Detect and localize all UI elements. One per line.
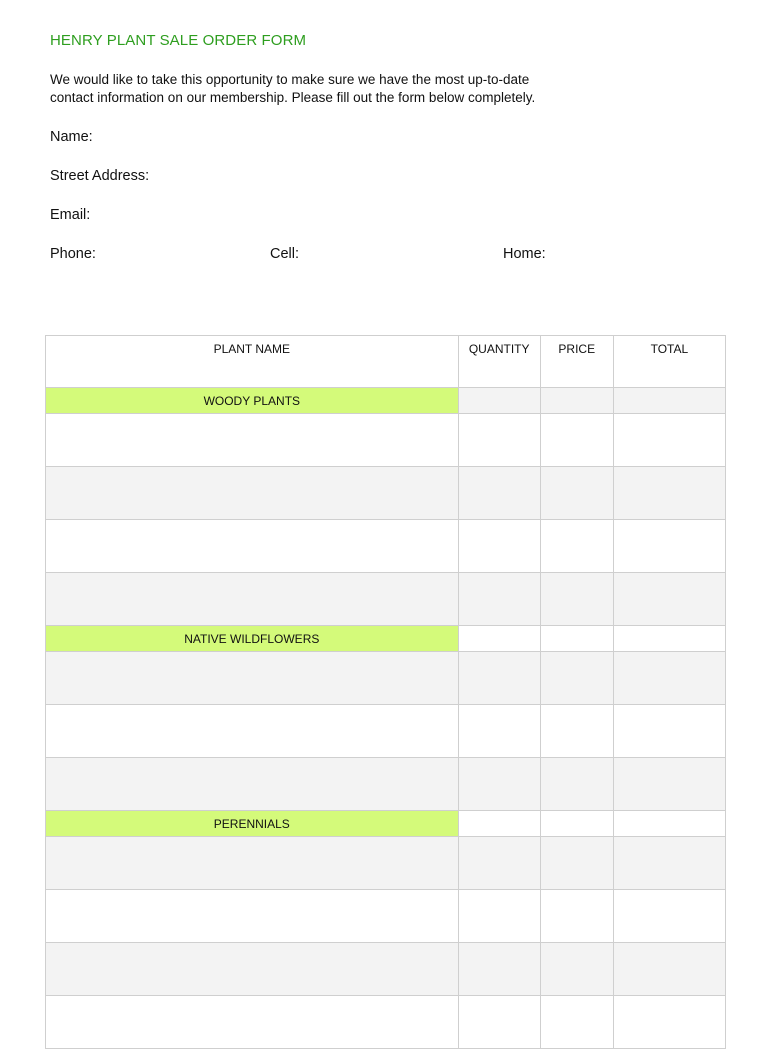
total-cell[interactable] [613,837,725,890]
table-row [46,467,726,520]
quantity-cell[interactable] [458,652,540,705]
section-label-woody-plants: WOODY PLANTS [46,388,459,414]
total-cell[interactable] [613,943,725,996]
total-cell[interactable] [613,414,725,467]
section-label-perennials: PERENNIALS [46,811,459,837]
quantity-header: QUANTITY [458,336,540,388]
price-header: PRICE [540,336,613,388]
price-cell[interactable] [540,388,613,414]
quantity-cell[interactable] [458,573,540,626]
price-cell[interactable] [540,837,613,890]
plant-name-cell[interactable] [46,890,459,943]
total-cell[interactable] [613,996,725,1049]
price-cell[interactable] [540,520,613,573]
price-cell[interactable] [540,467,613,520]
quantity-cell[interactable] [458,520,540,573]
table-row [46,943,726,996]
price-cell[interactable] [540,758,613,811]
section-label-native-wildflowers: NATIVE WILDFLOWERS [46,626,459,652]
price-cell[interactable] [540,652,613,705]
quantity-cell[interactable] [458,943,540,996]
table-row [46,705,726,758]
table-row [46,520,726,573]
quantity-cell[interactable] [458,811,540,837]
section-row-native-wildflowers [46,626,726,652]
form-title: HENRY PLANT SALE ORDER FORM [50,32,307,49]
plant-name-cell[interactable] [46,758,459,811]
intro-line-1: We would like to take this opportunity to make sure we have the most up-to-date [50,72,530,87]
quantity-cell[interactable] [458,626,540,652]
plant-name-cell[interactable] [46,520,459,573]
total-cell[interactable] [613,573,725,626]
street-address-label: Street Address: [50,168,150,184]
intro-line-2: contact information on our membership. Please fill out the form below completely. [50,90,536,105]
quantity-cell[interactable] [458,996,540,1049]
quantity-cell[interactable] [458,837,540,890]
total-cell[interactable] [613,758,725,811]
table-row [46,652,726,705]
price-cell[interactable] [540,705,613,758]
price-cell[interactable] [540,890,613,943]
section-row-perennials [46,811,726,837]
quantity-cell[interactable] [458,758,540,811]
phone-label: Phone: [50,246,96,262]
table-row [46,837,726,890]
plant-name-cell[interactable] [46,573,459,626]
quantity-cell[interactable] [458,467,540,520]
total-cell[interactable] [613,467,725,520]
price-cell[interactable] [540,943,613,996]
plant-name-header: PLANT NAME [46,336,459,388]
plant-name-cell[interactable] [46,414,459,467]
price-cell[interactable] [540,811,613,837]
section-row-woody-plants [46,388,726,414]
table-row [46,996,726,1049]
cell-label: Cell: [270,246,300,262]
table-row [46,573,726,626]
table-row [46,890,726,943]
total-cell[interactable] [613,652,725,705]
plant-name-cell[interactable] [46,467,459,520]
name-label: Name: [50,129,93,145]
table-row [46,758,726,811]
intro-text [50,71,690,107]
plant-name-cell[interactable] [46,837,459,890]
table-header-row [46,336,726,388]
total-cell[interactable] [613,388,725,414]
plant-name-cell[interactable] [46,705,459,758]
total-cell[interactable] [613,520,725,573]
home-label: Home: [503,246,546,262]
price-cell[interactable] [540,573,613,626]
table-row [46,414,726,467]
email-label: Email: [50,207,91,223]
total-cell[interactable] [613,890,725,943]
plant-name-cell[interactable] [46,652,459,705]
total-cell[interactable] [613,626,725,652]
quantity-cell[interactable] [458,890,540,943]
total-cell[interactable] [613,811,725,837]
quantity-cell[interactable] [458,705,540,758]
quantity-cell[interactable] [458,388,540,414]
total-cell[interactable] [613,705,725,758]
total-header: TOTAL [613,336,725,388]
price-cell[interactable] [540,414,613,467]
price-cell[interactable] [540,996,613,1049]
plant-name-cell[interactable] [46,943,459,996]
quantity-cell[interactable] [458,414,540,467]
price-cell[interactable] [540,626,613,652]
order-table [45,335,726,1049]
plant-name-cell[interactable] [46,996,459,1049]
